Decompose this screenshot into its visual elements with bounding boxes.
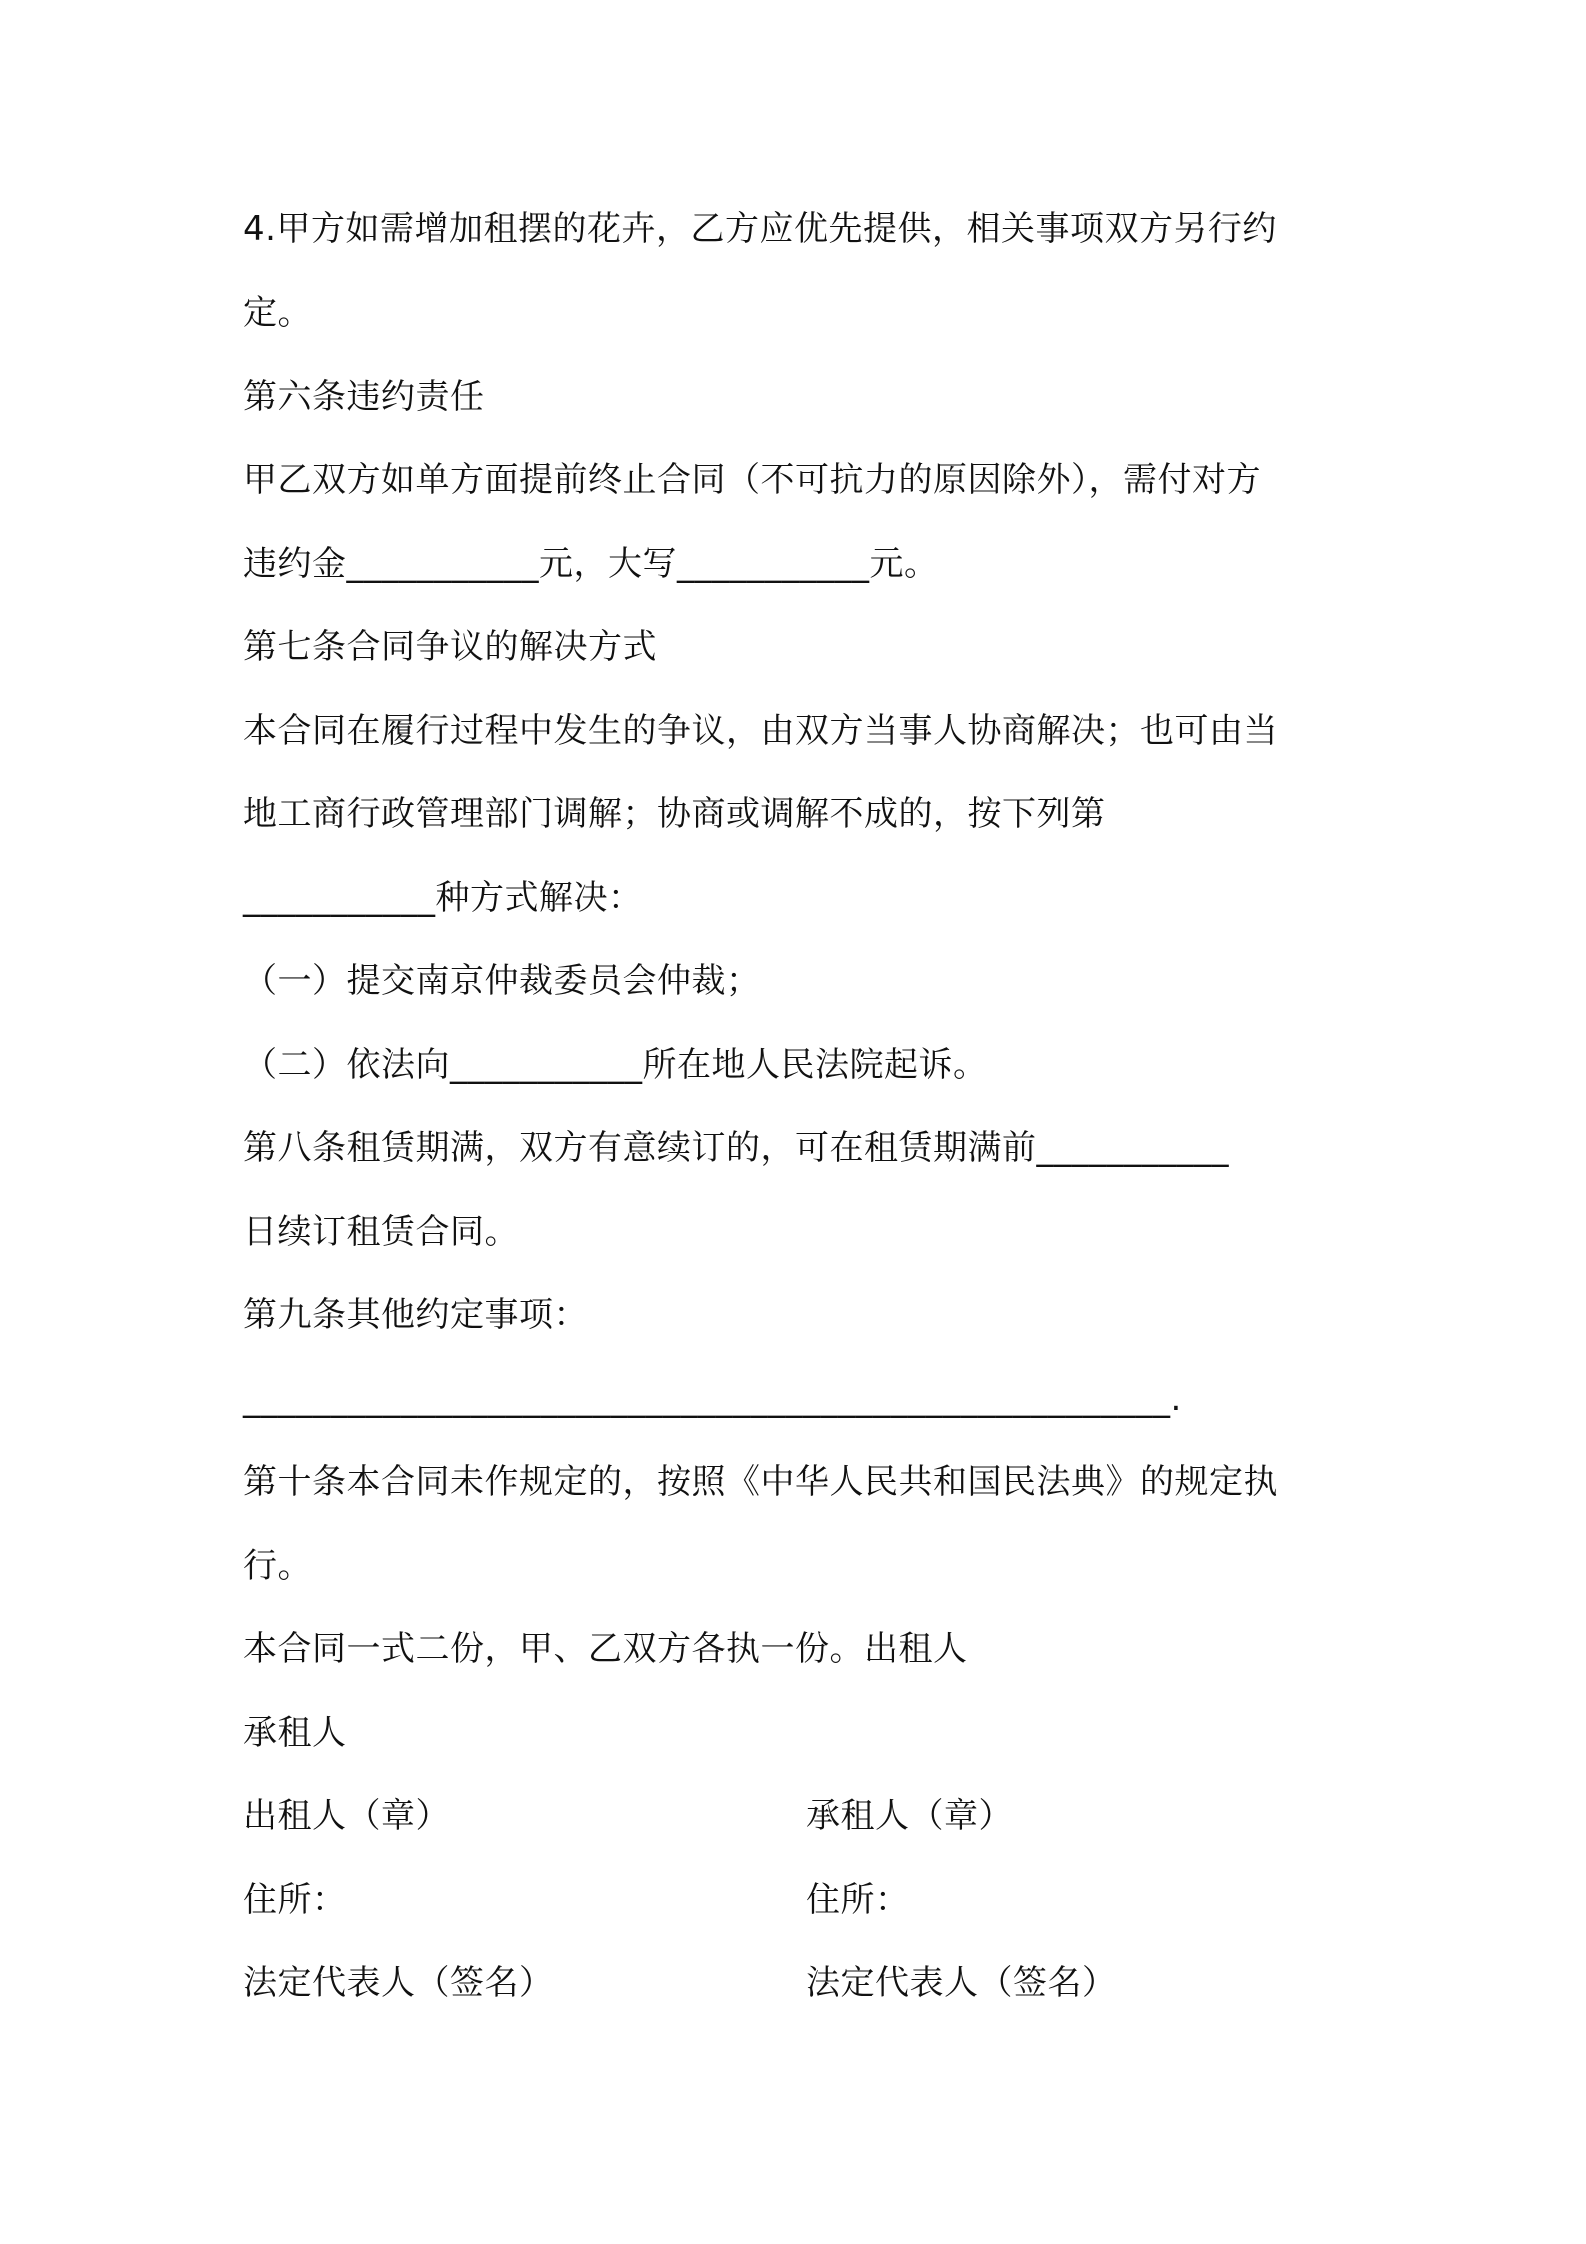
clause-8-line-1: 第八条租赁期满，双方有意续订的，可在租赁期满前___________ [243, 1128, 1229, 1168]
lessor-representative-label: 法定代表人（签名） [243, 1963, 554, 2003]
clause-7-line-3: ___________种方式解决： [243, 878, 643, 918]
clause-7-line-2: 地工商行政管理部门调解；协商或调解不成的，按下列第 [243, 794, 1106, 834]
lessee-label: 承租人 [243, 1713, 347, 1753]
clause-7-option-1: （一）提交南京仲裁委员会仲裁； [243, 961, 761, 1001]
clause-5-item-4-line-1: 4.甲方如需增加租摆的花卉，乙方应优先提供，相关事项双方另行约 [243, 209, 1277, 249]
lessee-representative-label: 法定代表人（签名） [806, 1963, 1117, 2003]
lessor-address-label: 住所： [243, 1880, 347, 1920]
lessee-address-label: 住所： [806, 1880, 910, 1920]
clause-5-item-4-line-2: 定。 [243, 293, 312, 333]
clause-6-heading: 第六条违约责任 [243, 377, 485, 417]
clause-6-line-1: 甲乙双方如单方面提前终止合同（不可抗力的原因除外），需付对方 [243, 460, 1261, 500]
clause-10-line-1: 第十条本合同未作规定的，按照《中华人民共和国民法典》的规定执 [243, 1462, 1278, 1502]
clause-9-blank-line: _____________________________________________________. [243, 1379, 1182, 1419]
clause-9-heading: 第九条其他约定事项： [243, 1295, 588, 1335]
lessee-seal-label: 承租人（章） [806, 1796, 1013, 1836]
copies-statement: 本合同一式二份，甲、乙双方各执一份。出租人 [243, 1629, 968, 1669]
clause-7-option-2: （二）依法向___________所在地人民法院起诉。 [243, 1045, 988, 1085]
clause-6-line-2: 违约金___________元，大写___________元。 [243, 544, 939, 584]
clause-8-line-2: 日续订租赁合同。 [243, 1212, 519, 1252]
clause-10-line-2: 行。 [243, 1546, 312, 1586]
lessor-seal-label: 出租人（章） [243, 1796, 450, 1836]
clause-7-line-1: 本合同在履行过程中发生的争议，由双方当事人协商解决；也可由当 [243, 711, 1278, 751]
clause-7-heading: 第七条合同争议的解决方式 [243, 627, 657, 667]
